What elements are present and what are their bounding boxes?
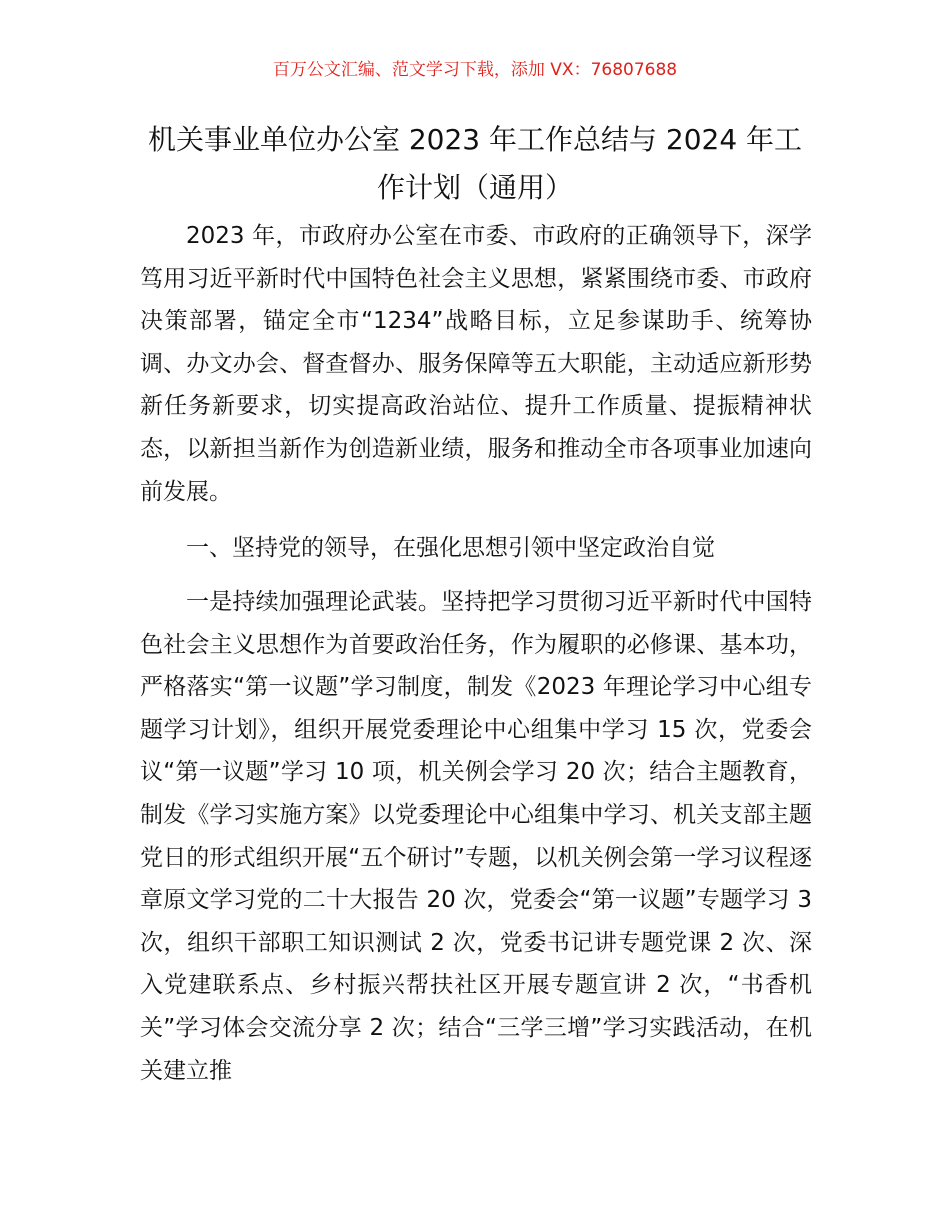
intro-paragraph: 2023 年，市政府办公室在市委、市政府的正确领导下，深学笃用习近平新时代中国特色社会主义思想，紧紧围绕市委、市政府决策部署，锚定全市“1234”战略目标，立足参谋助手、统筹协调、办文办会、督查督办、服务保障等五大职能，主动适应新形势新任务新要求，切实提高政治站位、提升工作质量、提振精神状态，以新担当新作为创造新业绩，服务和推动全市各项事业加速向前发展。 [140,223,812,505]
header-watermark-note: 百万公文汇编、范文学习下载，添加 VX：76807688 [272,60,678,80]
document-title: 机关事业单位办公室 2023 年工作总结与 2024 年工作计划（通用） [147,123,803,204]
section-paragraph: 一是持续加强理论武装。坚持把学习贯彻习近平新时代中国特色社会主义思想作为首要政治任务，作为履职的必修课、基本功，严格落实“第一议题”学习制度，制发《2023 年理论学习中心组专题学习计划》，组织开展党委理论中心组集中学习 15 次，党委会议“第一议题”学习 10 项，机关例会学习 20 次；结合主题教育，制发《学习实施方案》以党委理论中心组集中学习、机关支部主题党日的形式组织开展“五个研讨”专题，以机关例会第一学习议程逐章原文学习党的二十大报告 20 次，党委会“第一议题”专题学习 3 次，组织干部职工知识测试 2 次，党委书记讲专题党课 2 次、深入党建联系点、乡村振兴帮扶社区开展专题宣讲 2 次，“书香机关”学习体会交流分享 2 次；结合“三学三增”学习实践活动，在机关建立推 [140,589,812,1084]
section-heading: 一、坚持党的领导，在强化思想引领中坚定政治自觉 [186,535,715,561]
